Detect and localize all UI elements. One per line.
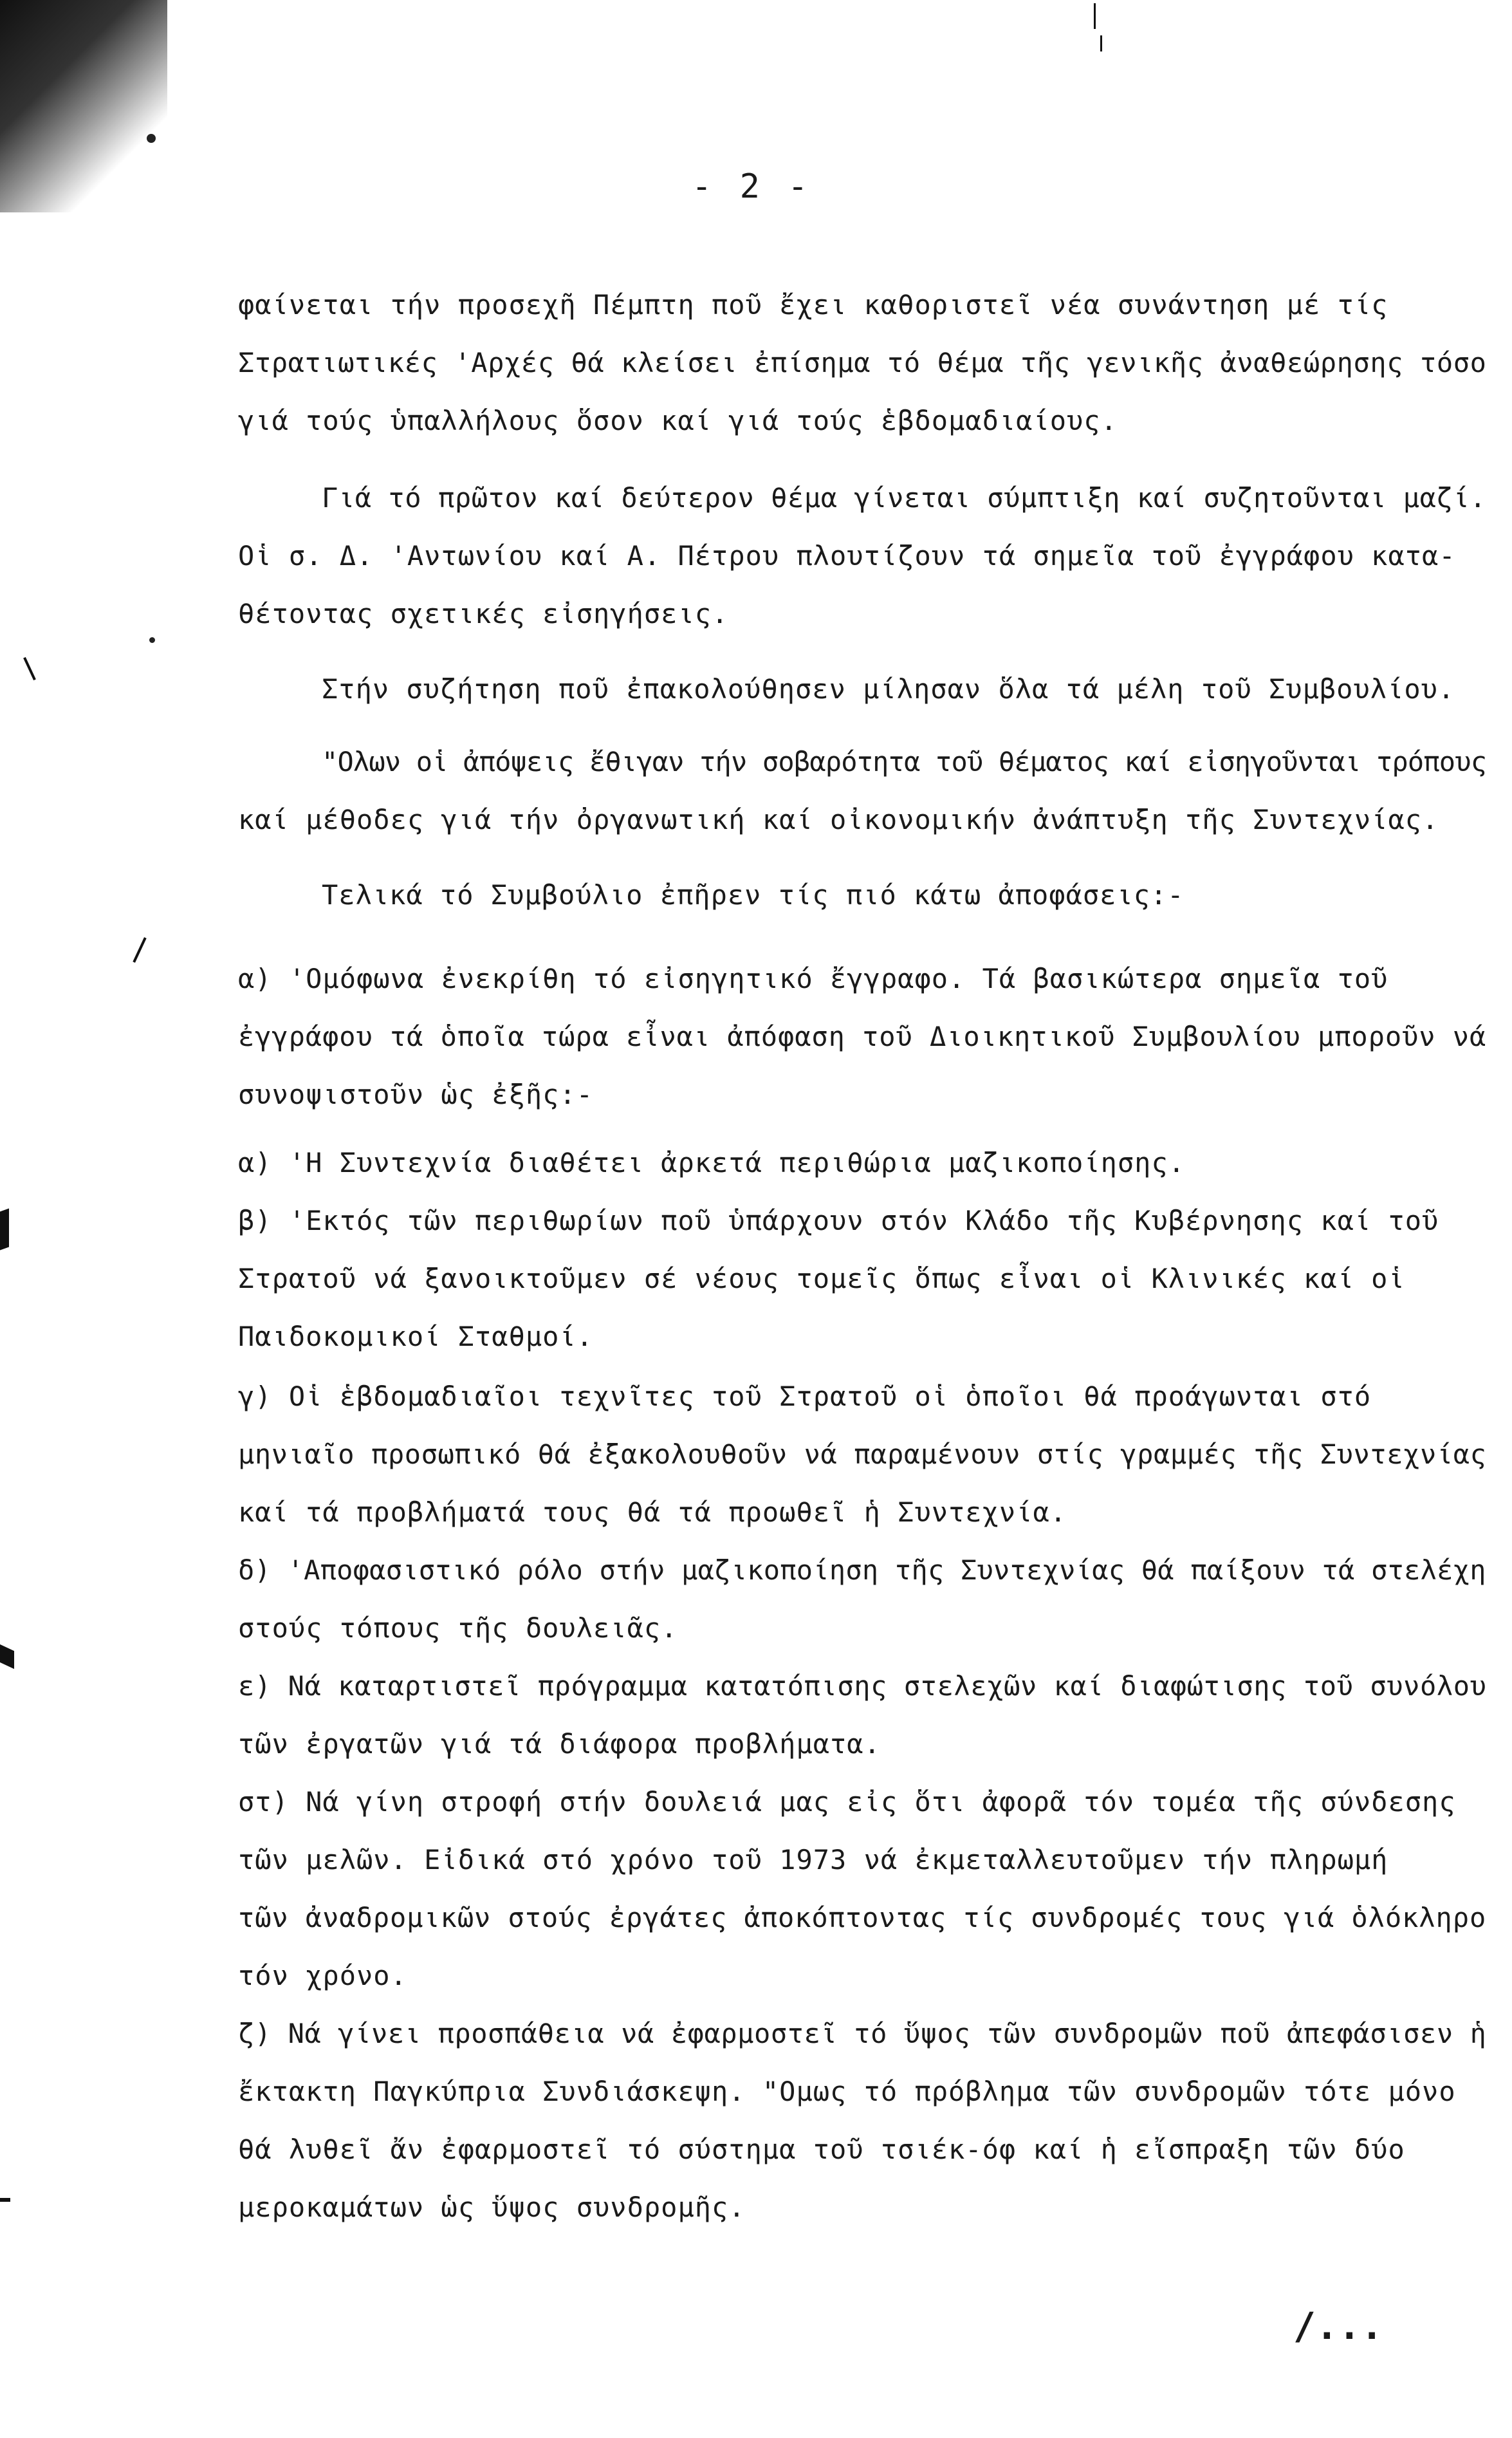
text-line: καί μέθοδες γιά τήν ὀργανωτική καί οἰκονομικήν ἀνάπτυξη τῆς Συντεχνίας. (238, 804, 1439, 835)
text-line: β) 'Εκτός τῶν περιθωρίων ποῦ ὑπάρχουν στόν Κλάδο τῆς Κυβέρνησης καί τοῦ (238, 1205, 1439, 1236)
text-line: ζ) Νά γίνει προσπάθεια νά ἐφαρμοστεῖ τό ὕψος τῶν συνδρομῶν ποῦ ἀπεφάσισεν ἡ (238, 2018, 1487, 2049)
text-line: ε) Νά καταρτιστεῖ πρόγραμμα κατατόπισης στελεχῶν καί διαφώτισης τοῦ συνόλου (238, 1670, 1487, 1702)
text-line: συνοψιστοῦν ὡς ἐξῆς:- (238, 1079, 594, 1110)
page-number: - 2 - (692, 167, 812, 206)
text-line: α) 'Η Συντεχνία διαθέτει ἀρκετά περιθώρια μαζικοποίησης. (238, 1147, 1186, 1178)
text-line: Παιδοκομικοί Σταθμοί. (238, 1321, 594, 1352)
text-line: γιά τούς ὑπαλλήλους ὅσον καί γιά τούς ἑβδομαδιαίους. (238, 405, 1118, 436)
scan-speck (147, 134, 156, 143)
text-line: ἐγγράφου τά ὁποῖα τώρα εἶναι ἀπόφαση τοῦ Διοικητικοῦ Συμβουλίου μποροῦν νά (238, 1021, 1487, 1052)
text-line: θέτοντας σχετικές εἰσηγήσεις. (238, 598, 729, 629)
text-line: ἔκτακτη Παγκύπρια Συνδιάσκεψη. "Ομως τό πρόβλημα τῶν συνδρομῶν τότε μόνο (238, 2076, 1456, 2107)
text-line: Οἱ σ. Δ. 'Αντωνίου καί Α. Πέτρου πλουτίζουν τά σημεῖα τοῦ ἐγγράφου κατα- (238, 540, 1456, 572)
text-line: φαίνεται τήν προσεχῆ Πέμπτη ποῦ ἔχει καθοριστεῖ νέα συνάντηση μέ τίς (238, 289, 1388, 321)
text-line: α) 'Ομόφωνα ἐνεκρίθη τό εἰσηγητικό ἔγγραφο. Τά βασικώτερα σημεῖα τοῦ (238, 963, 1388, 994)
text-line: τόν χρόνο. (238, 1960, 407, 1991)
text-line: στούς τόπους τῆς δουλειᾶς. (238, 1612, 678, 1644)
text-line: τῶν μελῶν. Εἰδικά στό χρόνο τοῦ 1973 νά ἐκμεταλλευτοῦμεν τήν πληρωμή (238, 1844, 1388, 1875)
scan-speck (149, 637, 155, 643)
text-line: τῶν ἀναδρομικῶν στούς ἐργάτες ἀποκόπτοντας τίς συνδρομές τους γιά ὁλόκληρο (238, 1902, 1487, 1933)
text-line: θά λυθεῖ ἄν ἐφαρμοστεῖ τό σύστημα τοῦ τσιέκ-όφ καί ἡ εἴσπραξη τῶν δύο (238, 2134, 1405, 2165)
scan-mark (0, 1208, 9, 1250)
scan-shadow (0, 0, 167, 212)
text-line: Τελικά τό Συμβούλιο ἐπῆρεν τίς πιό κάτω ἀποφάσεις:- (322, 879, 1185, 911)
scan-mark (133, 937, 146, 963)
text-line: καί τά προβλήματά τους θά τά προωθεῖ ἡ Συντεχνία. (238, 1496, 1067, 1528)
text-line: "Ολων οἱ ἀπόψεις ἔθιγαν τήν σοβαρότητα τοῦ θέματος καί εἰσηγοῦνται τρόπους (322, 746, 1487, 777)
text-line: στ) Νά γίνη στροφή στήν δουλειά μας εἰς ὅτι ἀφορᾶ τόν τομέα τῆς σύνδεσης (238, 1786, 1456, 1818)
text-line: Στρατιωτικές 'Αρχές θά κλείσει ἐπίσημα τό θέμα τῆς γενικῆς ἀναθεώρησης τόσο (238, 347, 1487, 378)
continuation-mark: /... (1293, 2304, 1383, 2348)
scan-mark (0, 2198, 10, 2202)
text-line: μεροκαμάτων ὡς ὕψος συνδρομῆς. (238, 2191, 746, 2223)
text-line: Στήν συζήτηση ποῦ ἐπακολούθησεν μίλησαν ὅλα τά μέλη τοῦ Συμβουλίου. (322, 673, 1455, 705)
text-line: Στρατοῦ νά ξανοικτοῦμεν σέ νέους τομεῖς ὅπως εἶναι οἱ Κλινικές καί οἱ (238, 1263, 1405, 1294)
text-line: μηνιαῖο προσωπικό θά ἐξακολουθοῦν νά παραμένουν στίς γραμμές τῆς Συντεχνίας (238, 1438, 1487, 1470)
text-line: δ) 'Αποφασιστικό ρόλο στήν μαζικοποίηση τῆς Συντεχνίας θά παίξουν τά στελέχη (238, 1554, 1486, 1586)
text-line: τῶν ἐργατῶν γιά τά διάφορα προβλήματα. (238, 1728, 881, 1760)
text-line: γ) Οἱ ἑβδομαδιαῖοι τεχνῖτες τοῦ Στρατοῦ οἱ ὁποῖοι θά προάγωνται στό (238, 1381, 1372, 1412)
scan-mark (23, 657, 36, 680)
scan-mark (1094, 3, 1096, 29)
scan-mark (0, 1644, 14, 1669)
text-line: Γιά τό πρῶτον καί δεύτερον θέμα γίνεται σύμπτιξη καί συζητοῦνται μαζί. (322, 482, 1487, 514)
scan-mark (1100, 35, 1102, 51)
